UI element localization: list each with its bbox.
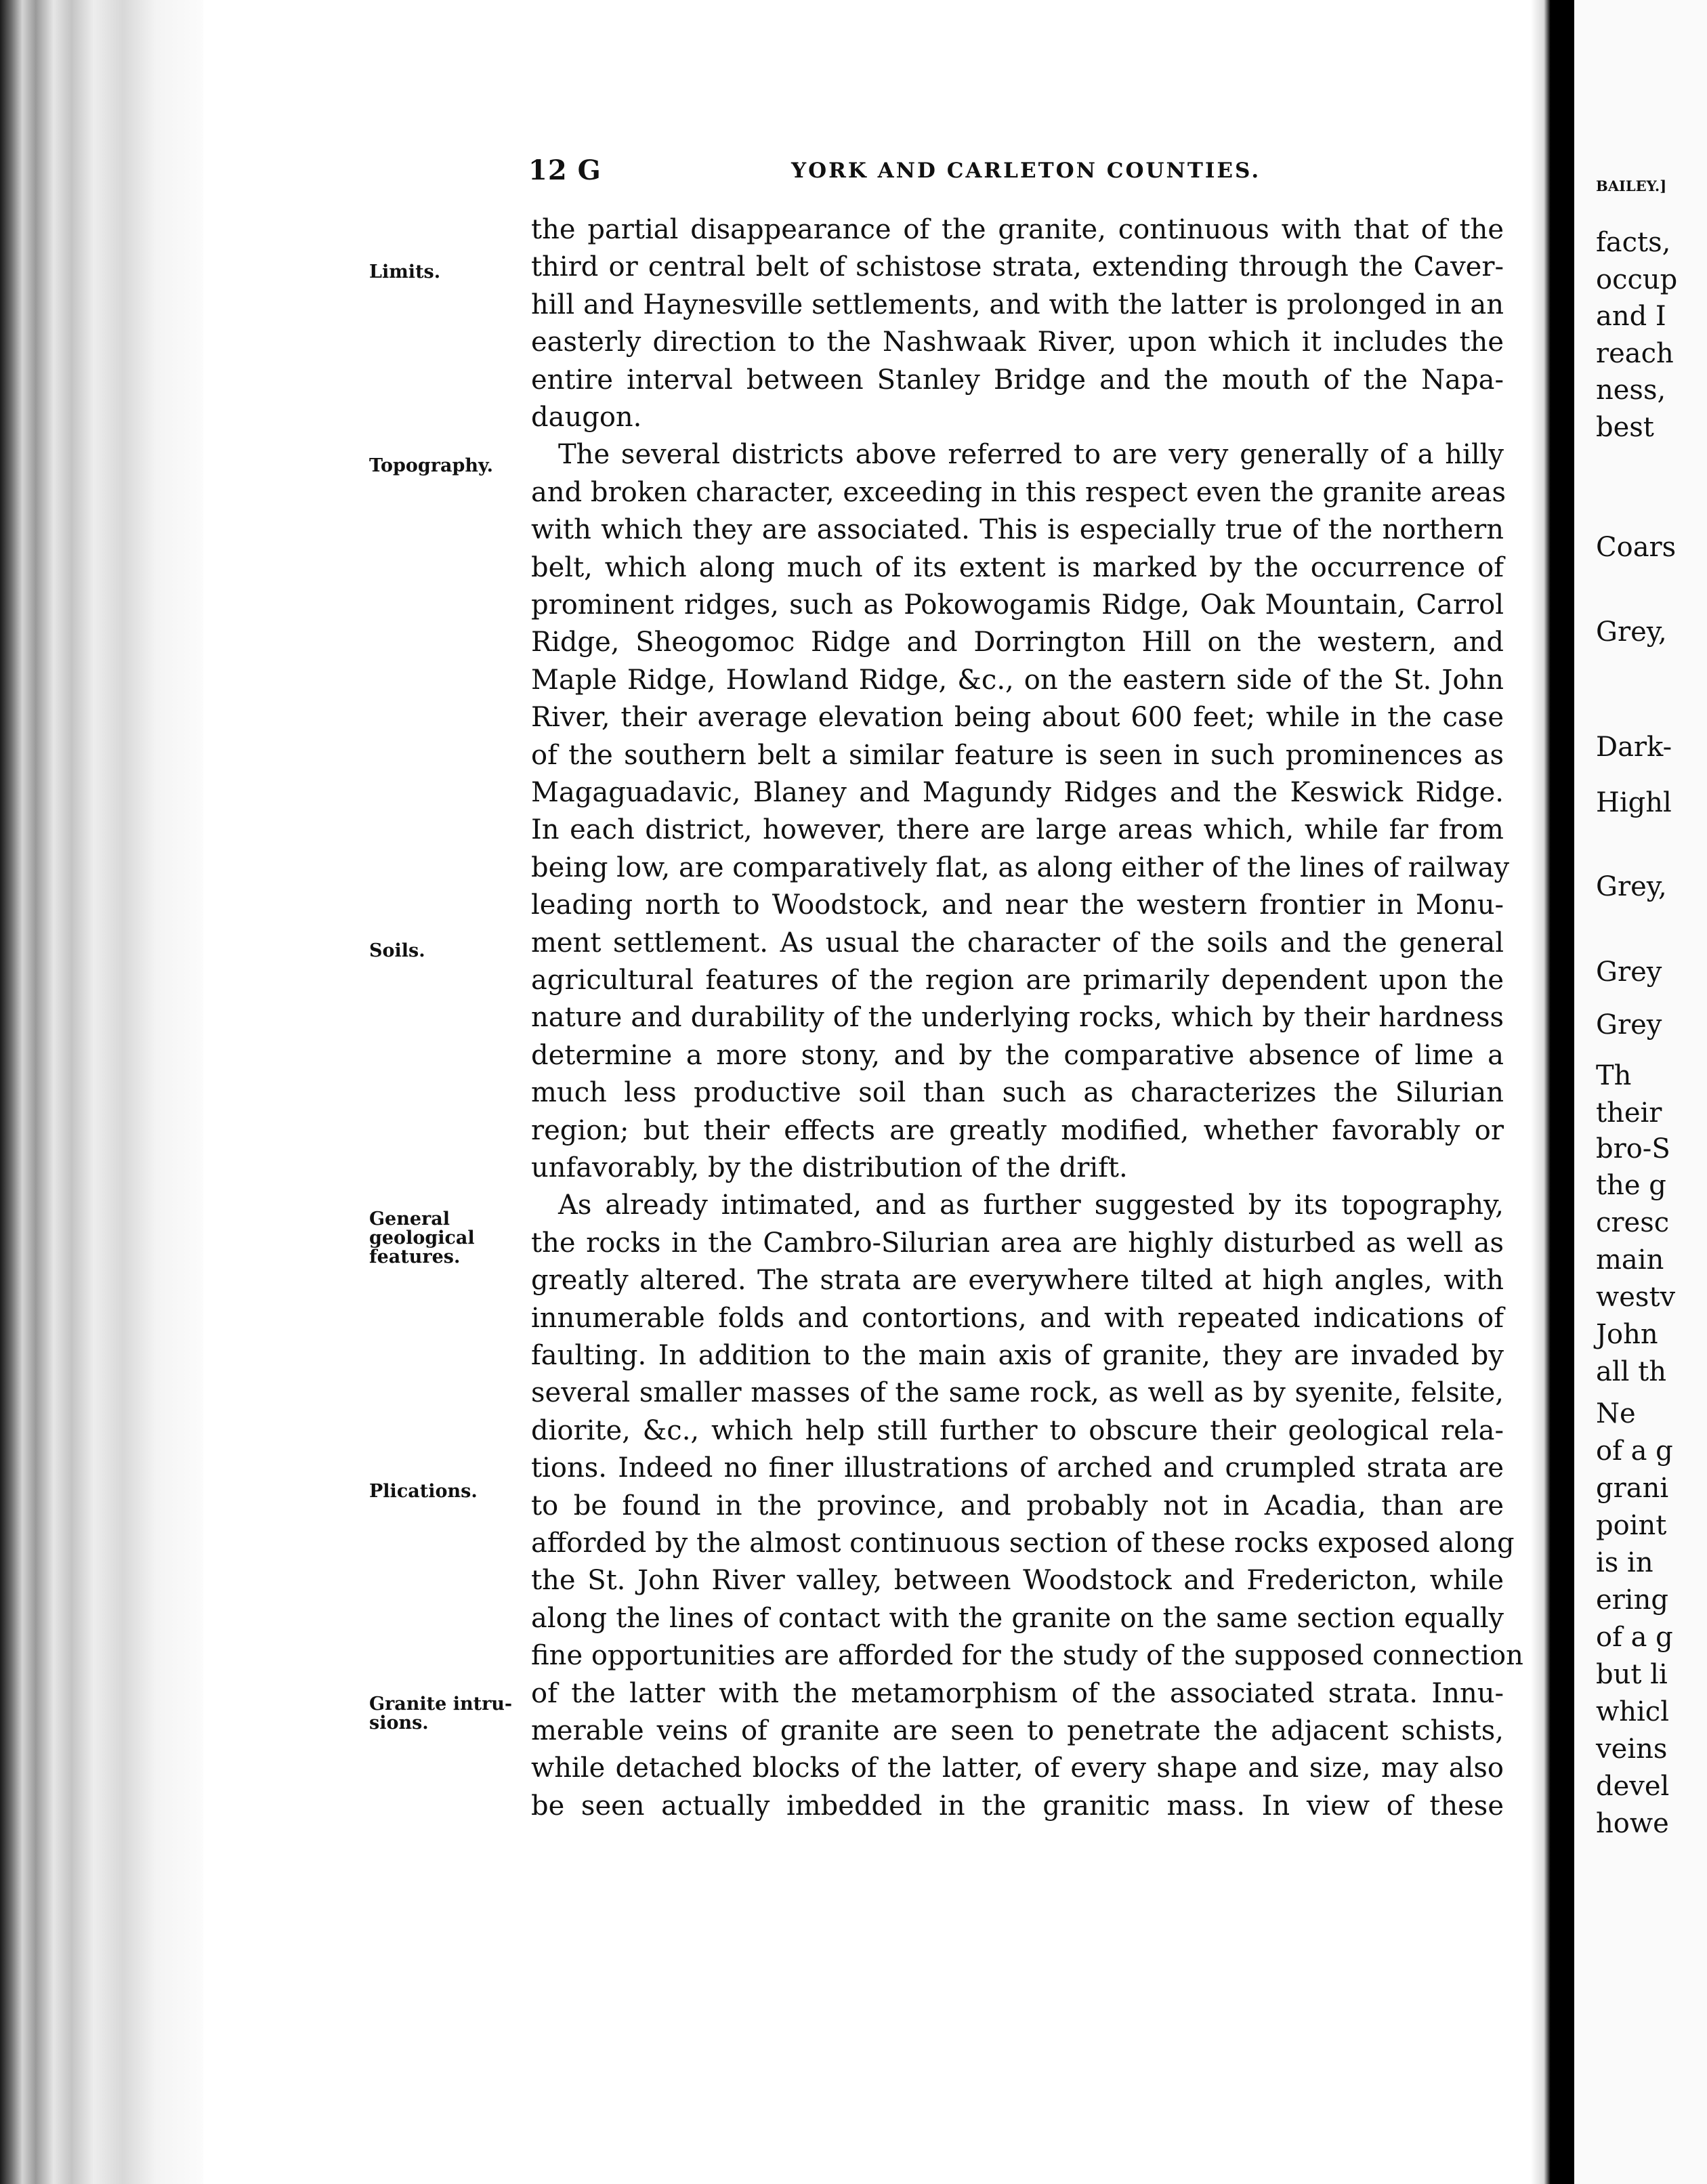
sidenote: Topography. [369, 455, 493, 476]
text-line: daugon. [531, 402, 642, 433]
adjacent-page-line: Dark- [1596, 732, 1672, 763]
text-line: As already intimated, and as further suggested by its topography, [558, 1190, 1504, 1221]
adjacent-page-line: best [1596, 412, 1654, 443]
adjacent-page-line: Grey, [1596, 871, 1667, 902]
text-line: of the southern belt a similar feature is seen in such prominences as [531, 739, 1504, 771]
text-line: while detached blocks of the latter, of every shape and size, may also [531, 1752, 1504, 1784]
text-line: along the lines of contact with the granite on the same section equally [531, 1602, 1504, 1634]
text-line: to be found in the province, and probably not in Acadia, than are [531, 1490, 1504, 1521]
text-line: prominent ridges, such as Pokowogamis Ridge, Oak Mountain, Carrol [531, 589, 1504, 621]
text-line: much less productive soil than such as characterizes the Silurian [531, 1077, 1504, 1109]
text-line: leading north to Woodstock, and near the western frontier in Monu- [531, 889, 1504, 921]
adjacent-page-line: of a g [1596, 1622, 1673, 1653]
text-line: Maple Ridge, Howland Ridge, &c., on the eastern side of the St. John [531, 664, 1504, 696]
adjacent-page-line: is in [1596, 1547, 1653, 1578]
text-line: faulting. In addition to the main axis of granite, they are invaded by [531, 1340, 1504, 1371]
text-line: ment settlement. As usual the character of the soils and the general [531, 927, 1504, 959]
text-line: with which they are associated. This is especially true of the northern [531, 514, 1504, 546]
adjacent-page-line: but li [1596, 1659, 1668, 1690]
adjacent-page-line: the g [1596, 1170, 1666, 1201]
text-line: Magaguadavic, Blaney and Magundy Ridges and the Keswick Ridge. [531, 777, 1504, 808]
adjacent-page-line: Coars [1596, 532, 1677, 563]
text-line: diorite, &c., which help still further to obscure their geological rela- [531, 1414, 1504, 1446]
text-line: the St. John River valley, between Woodstock and Fredericton, while [531, 1565, 1504, 1597]
book-gutter [1531, 0, 1574, 2184]
text-line: The several districts above referred to are very generally of a hilly [558, 439, 1504, 471]
adjacent-page-line: Th [1596, 1060, 1632, 1091]
text-line: be seen actually imbedded in the granitic mass. In view of these [531, 1790, 1504, 1822]
text-line: several smaller masses of the same rock, as well as by syenite, felsite, [531, 1377, 1504, 1409]
sidenote: General geological features. [369, 1209, 475, 1267]
adjacent-page-line: Highl [1596, 787, 1672, 818]
text-line: tions. Indeed no finer illustrations of arched and crumpled strata are [531, 1452, 1504, 1484]
sidenote: Limits. [369, 261, 441, 282]
adjacent-page-line: occup [1596, 264, 1678, 295]
adjacent-page-line: facts, [1596, 227, 1671, 258]
adjacent-page-line: westv [1596, 1282, 1676, 1313]
adjacent-page-running-head: BAILEY.] [1596, 177, 1667, 194]
text-line: Ridge, Sheogomoc Ridge and Dorrington Hill on the western, and [531, 627, 1504, 658]
adjacent-page-line: and I [1596, 301, 1666, 332]
adjacent-page-line: Grey [1596, 957, 1662, 988]
text-line: innumerable folds and contortions, and with repeated indications of [531, 1302, 1504, 1334]
running-title: YORK AND CARLETON COUNTIES. [791, 159, 1261, 183]
sidenote: Soils. [369, 940, 425, 961]
adjacent-page-line: reach [1596, 338, 1674, 369]
adjacent-page-line: Grey, [1596, 616, 1667, 648]
adjacent-page-line: point [1596, 1510, 1667, 1541]
text-line: being low, are comparatively flat, as along either of the lines of railway [531, 852, 1510, 883]
adjacent-page-line: veins [1596, 1734, 1668, 1765]
text-line: of the latter with the metamorphism of the associated strata. Innu- [531, 1677, 1504, 1709]
adjacent-page-line: whicl [1596, 1696, 1669, 1727]
adjacent-page-line: of a g [1596, 1435, 1673, 1467]
adjacent-page-line: howe [1596, 1808, 1669, 1839]
text-line: In each district, however, there are large areas which, while far from [531, 814, 1504, 846]
text-line: unfavorably, by the distribution of the drift. [531, 1152, 1128, 1183]
text-line: hill and Haynesville settlements, and with the latter is prolonged in an [531, 289, 1504, 320]
text-line: merable veins of granite are seen to penetrate the adjacent schists, [531, 1715, 1504, 1746]
adjacent-page-line: devel [1596, 1771, 1670, 1802]
text-line: determine a more stony, and by the comparative absence of lime a [531, 1039, 1504, 1071]
adjacent-page-line: ness, [1596, 375, 1666, 406]
adjacent-page-line: Grey [1596, 1009, 1662, 1041]
sidenote: Granite intru- sions. [369, 1694, 513, 1734]
adjacent-page-line: Ne [1596, 1398, 1636, 1429]
adjacent-page-line: all th [1596, 1356, 1666, 1387]
text-line: the partial disappearance of the granite, continuous with that of the [531, 214, 1504, 245]
adjacent-page-line: main [1596, 1244, 1664, 1276]
text-line: the rocks in the Cambro-Silurian area are highly disturbed as well as [531, 1227, 1504, 1259]
adjacent-page-line: bro-S [1596, 1133, 1670, 1164]
text-line: agricultural features of the region are primarily dependent upon the [531, 965, 1504, 996]
adjacent-page-line: cresc [1596, 1207, 1670, 1238]
text-line: fine opportunities are afforded for the study of the supposed connection [531, 1640, 1523, 1672]
text-line: afforded by the almost continuous section of these rocks exposed along [531, 1528, 1515, 1559]
text-line: nature and durability of the underlying rocks, which by their hardness [531, 1002, 1504, 1034]
adjacent-page-line: grani [1596, 1473, 1669, 1504]
text-line: third or central belt of schistose strata, extending through the Caver- [531, 251, 1504, 283]
text-line: region; but their effects are greatly modified, whether favorably or [531, 1114, 1504, 1146]
text-line: easterly direction to the Nashwaak River, upon which it includes the [531, 327, 1504, 358]
page-number: 12 G [528, 154, 602, 186]
adjacent-page [1574, 0, 1707, 2184]
adjacent-page-line: John [1596, 1319, 1658, 1350]
text-line: greatly altered. The strata are everywhere tilted at high angles, with [531, 1265, 1504, 1297]
book-edge [0, 0, 224, 2184]
adjacent-page-line: their [1596, 1097, 1662, 1129]
text-line: River, their average elevation being about 600 feet; while in the case [531, 702, 1504, 734]
page-header [0, 154, 1707, 195]
sidenote: Plications. [369, 1481, 478, 1502]
text-line: belt, which along much of its extent is marked by the occurrence of [531, 551, 1504, 583]
text-line: and broken character, exceeding in this respect even the granite areas [531, 476, 1506, 508]
adjacent-page-line: ering [1596, 1584, 1668, 1616]
text-line: entire interval between Stanley Bridge and the mouth of the Napa- [531, 364, 1504, 396]
